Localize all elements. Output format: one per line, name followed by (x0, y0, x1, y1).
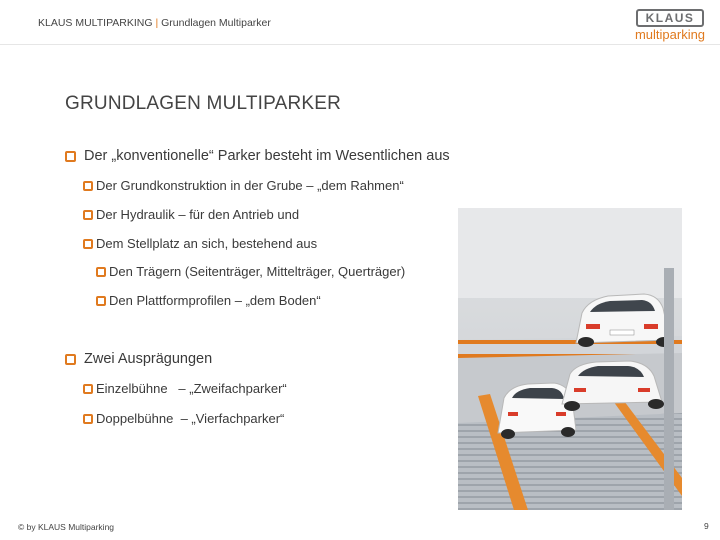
bullet-square-icon (96, 296, 106, 306)
bullet-text: Den Trägern (Seitenträger, Mittelträger, Querträger) (109, 264, 406, 279)
logo-wordmark: KLAUS (636, 9, 704, 27)
bullet-text: Doppelbühne – „Vierfachparker“ (96, 411, 285, 426)
bullet-plattformprofile (96, 293, 321, 308)
bullet-einzelbuehne (83, 381, 287, 396)
page-number: 9 (704, 521, 709, 531)
bullet-text: Der Grundkonstruktion in der Grube – „dem Rahmen“ (96, 178, 404, 193)
bullet-square-icon (65, 354, 76, 365)
header-separator: | (155, 17, 159, 29)
bullet-square-icon (83, 384, 93, 394)
bullet-traeger (96, 264, 405, 279)
bullet-doppelbuehne (83, 411, 284, 426)
bullet-square-icon (96, 267, 106, 277)
parking-system-photo (458, 208, 682, 510)
bullet-square-icon (83, 239, 93, 249)
bullet-text: Dem Stellplatz an sich, bestehend aus (96, 236, 318, 251)
bullet-hydraulik (83, 207, 299, 222)
slide-title: GRUNDLAGEN MULTIPARKER (65, 93, 342, 114)
klaus-multiparking-logo (634, 9, 706, 43)
header-divider (0, 44, 720, 45)
bullet-text: Einzelbühne – „Zweifachparker“ (96, 381, 287, 396)
header-text (38, 17, 271, 29)
bullet-square-icon (83, 181, 93, 191)
bullet-square-icon (65, 151, 76, 162)
logo-subline: multiparking (634, 27, 706, 42)
bullet-konventioneller-parker (65, 148, 450, 164)
header-brand: KLAUS MULTIPARKING (38, 17, 153, 29)
bullet-square-icon (83, 414, 93, 424)
bullet-square-icon (83, 210, 93, 220)
bullet-text: Der „konventionelle“ Parker besteht im Wesentlichen aus (84, 148, 450, 164)
footer-copyright: © by KLAUS Multiparking (18, 522, 115, 532)
bullet-zwei-auspraegungen (65, 351, 212, 367)
bullet-text: Der Hydraulik – für den Antrieb und (96, 207, 300, 222)
bullet-text: Zwei Ausprägungen (84, 351, 213, 367)
header-section: Grundlagen Multiparker (161, 17, 271, 29)
bullet-grundkonstruktion (83, 178, 404, 193)
bullet-stellplatz (83, 236, 317, 251)
bullet-text: Den Plattformprofilen – „dem Boden“ (109, 293, 321, 308)
